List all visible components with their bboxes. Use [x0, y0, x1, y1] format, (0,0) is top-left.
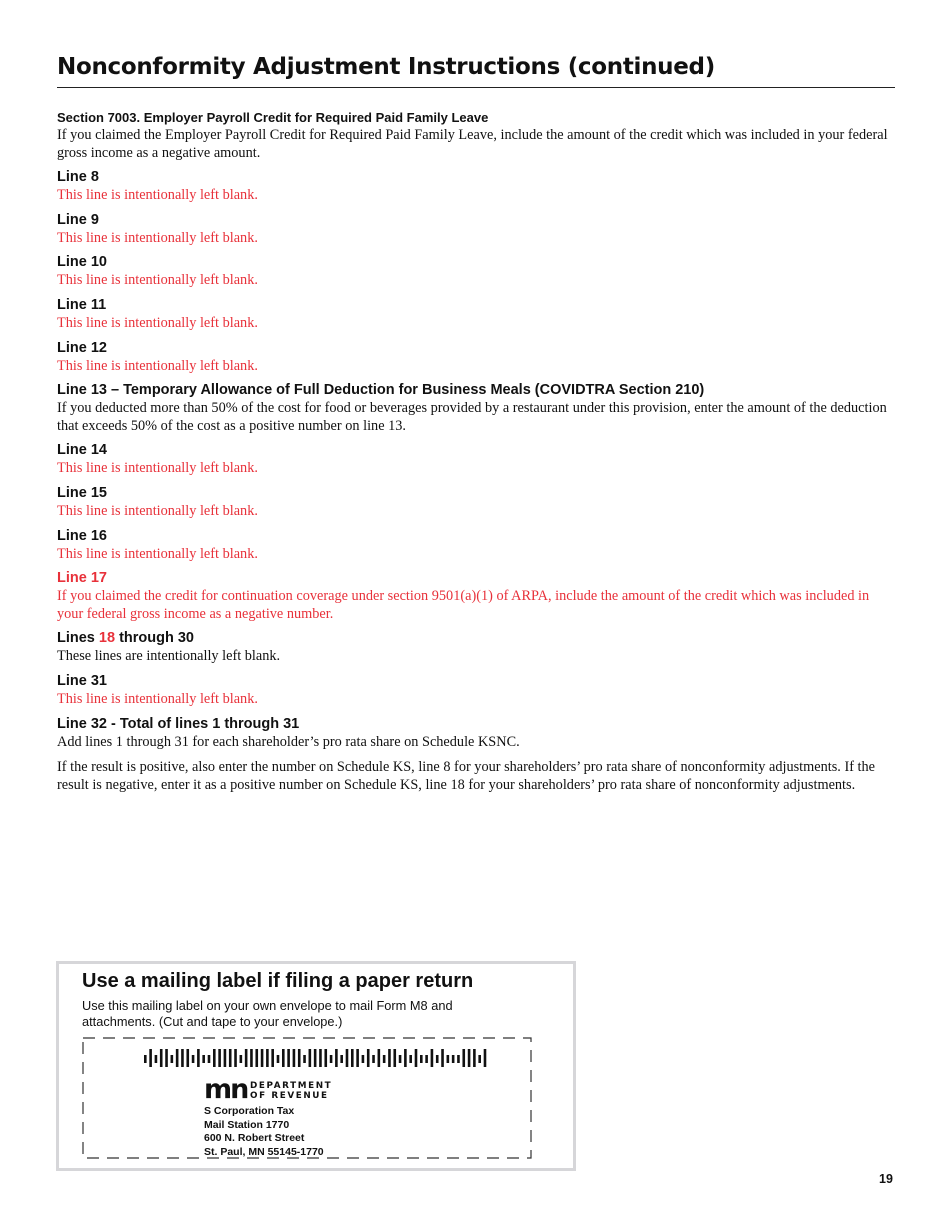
- barcode-bar: [213, 1049, 216, 1067]
- barcode-bar: [478, 1055, 481, 1063]
- barcode-bar: [399, 1055, 402, 1063]
- barcode-bar: [462, 1049, 465, 1067]
- barcode-bar: [298, 1049, 301, 1067]
- barcode-bar: [457, 1055, 460, 1063]
- mailing-address: [204, 1105, 324, 1159]
- mailing-label-box: [56, 961, 576, 1171]
- barcode-bar: [335, 1049, 338, 1067]
- page-title: Nonconformity Adjustment Instructions (continued): [57, 54, 715, 80]
- heading-suffix: through 30: [115, 630, 194, 647]
- line-10: [57, 254, 895, 290]
- barcode-bar: [197, 1049, 200, 1067]
- barcode-bar: [186, 1049, 189, 1067]
- line-heading: Line 16: [57, 527, 107, 544]
- line-14: [57, 442, 895, 478]
- barcode-bar: [144, 1055, 147, 1063]
- barcode-bar: [319, 1049, 322, 1067]
- line-text: This line is intentionally left blank.: [57, 187, 258, 204]
- address-line: S Corporation Tax: [204, 1105, 295, 1117]
- line-12: [57, 340, 895, 376]
- postal-barcode: [144, 1049, 489, 1067]
- barcode-bar: [171, 1055, 174, 1063]
- section-heading: Section 7003. Employer Payroll Credit for Required Paid Family Leave: [57, 110, 489, 125]
- line-heading: Line 9: [57, 211, 99, 228]
- barcode-bar: [261, 1049, 264, 1067]
- line-text: If you claimed the credit for continuation coverage under section 9501(a)(1) of ARPA, include the amount of the credit which was included in your federal gross income as a negative number.: [57, 588, 870, 622]
- barcode-bar: [351, 1049, 354, 1067]
- mn-logo-icon: [204, 1079, 334, 1101]
- barcode-bar: [468, 1049, 471, 1067]
- line-heading: Line 17: [57, 570, 107, 587]
- barcode-bar: [208, 1055, 211, 1063]
- barcode-bar: [420, 1055, 423, 1063]
- barcode-bar: [282, 1049, 285, 1067]
- barcode-bar: [155, 1055, 158, 1063]
- barcode-bar: [303, 1055, 306, 1063]
- barcode-bar: [362, 1055, 365, 1063]
- barcode-bar: [431, 1049, 434, 1067]
- line-text: If you deducted more than 50% of the cost for food or beverages provided by a restaurant under this provision, enter the amount of the deduction that exceeds 50% of the cost as a positive number on line 13.: [57, 400, 887, 434]
- line-heading: Line 8: [57, 169, 99, 186]
- barcode-bar: [404, 1049, 407, 1067]
- barcode-bar: [383, 1055, 386, 1063]
- barcode-bar: [149, 1049, 152, 1067]
- barcode-bar: [425, 1055, 428, 1063]
- line-text: This line is intentionally left blank.: [57, 229, 258, 246]
- cut-out-label: [82, 1037, 532, 1159]
- barcode-bar: [372, 1055, 375, 1063]
- line-text: This line is intentionally left blank.: [57, 502, 258, 519]
- line-text: This line is intentionally left blank.: [57, 314, 258, 331]
- barcode-bar: [165, 1049, 168, 1067]
- barcode-bar: [277, 1055, 280, 1063]
- barcode-bar: [181, 1049, 184, 1067]
- title-rule: [57, 87, 895, 88]
- line-8: [57, 169, 895, 205]
- barcode-bar: [234, 1049, 237, 1067]
- barcode-bar: [346, 1049, 349, 1067]
- line-9: [57, 212, 895, 248]
- barcode-bar: [367, 1049, 370, 1067]
- barcode-bar: [441, 1049, 444, 1067]
- barcode-bar: [340, 1055, 343, 1063]
- line-heading: Line 13 – Temporary Allowance of Full Deduction for Business Meals (COVIDTRA Section 210): [57, 382, 705, 399]
- line-text: This line is intentionally left blank.: [57, 272, 258, 289]
- instructions-body: [57, 107, 895, 801]
- line-text: This line is intentionally left blank.: [57, 690, 258, 707]
- barcode-bar: [255, 1049, 258, 1067]
- line-heading: Line 15: [57, 484, 107, 501]
- lines-18-30: [57, 630, 895, 666]
- barcode-bar: [240, 1055, 243, 1063]
- heading-prefix: Lines: [57, 630, 99, 647]
- line-text: Add lines 1 through 31 for each shareholder’s pro rata share on Schedule KSNC.: [57, 733, 520, 750]
- line-32: [57, 716, 895, 795]
- line-13: [57, 382, 895, 435]
- barcode-bar: [250, 1049, 253, 1067]
- barcode-bar: [436, 1055, 439, 1063]
- line-11: [57, 297, 895, 333]
- line-15: [57, 485, 895, 521]
- line-16: [57, 528, 895, 564]
- barcode-bar: [266, 1049, 269, 1067]
- barcode-bar: [324, 1049, 327, 1067]
- barcode-bar: [293, 1049, 296, 1067]
- barcode-bar: [176, 1049, 179, 1067]
- barcode-bar: [393, 1049, 396, 1067]
- line-17: [57, 570, 895, 623]
- barcode-bar: [314, 1049, 317, 1067]
- line-heading: Line 32 - Total of lines 1 through 31: [57, 715, 300, 732]
- barcode-bar: [192, 1055, 195, 1063]
- line-text: This line is intentionally left blank.: [57, 545, 258, 562]
- line-text: This line is intentionally left blank.: [57, 460, 258, 477]
- mailing-label-description: Use this mailing label on your own envelope to mail Form M8 and attachments. (Cut and tape to your envelope.): [82, 998, 453, 1029]
- logo-line-1: DEPARTMENT: [250, 1081, 333, 1091]
- logo-mark: mn: [204, 1079, 248, 1101]
- barcode-bar: [330, 1055, 333, 1063]
- barcode-bar: [484, 1049, 487, 1067]
- barcode-bar: [447, 1055, 450, 1063]
- logo-line-2: OF REVENUE: [250, 1091, 329, 1101]
- line-heading: Line 12: [57, 339, 107, 356]
- barcode-bar: [473, 1049, 476, 1067]
- barcode-bar: [356, 1049, 359, 1067]
- mn-revenue-logo: [204, 1079, 334, 1106]
- line-heading: [57, 630, 895, 647]
- address-line: Mail Station 1770: [204, 1118, 290, 1131]
- mailing-label-title: Use a mailing label if filing a paper return: [82, 970, 474, 992]
- line-heading: Line 11: [57, 296, 107, 313]
- barcode-bar: [218, 1049, 221, 1067]
- barcode-bar: [309, 1049, 312, 1067]
- barcode-bar: [415, 1049, 418, 1067]
- barcode-bar: [202, 1055, 205, 1063]
- barcode-bar: [287, 1049, 290, 1067]
- heading-number: 18: [98, 630, 116, 647]
- line-heading: Line 14: [57, 442, 107, 459]
- section-7003: [57, 109, 895, 162]
- barcode-bar: [452, 1055, 455, 1063]
- barcode-bar: [229, 1049, 232, 1067]
- barcode-bar: [160, 1049, 163, 1067]
- address-line: St. Paul, MN 55145-1770: [204, 1145, 324, 1158]
- address-line: 600 N. Robert Street: [204, 1132, 305, 1145]
- page-number: 19: [879, 1172, 893, 1186]
- line-heading: Line 10: [57, 254, 107, 271]
- line-text: This line is intentionally left blank.: [57, 357, 258, 374]
- barcode-bar: [378, 1049, 381, 1067]
- line-text: These lines are intentionally left blank.: [57, 648, 281, 665]
- barcode-bar: [245, 1049, 248, 1067]
- barcode-bar: [409, 1055, 412, 1063]
- barcode-bar: [224, 1049, 227, 1067]
- section-text: If you claimed the Employer Payroll Credit for Required Paid Family Leave, include the amount of the credit which was included in your federal gross income as a negative amount.: [57, 127, 888, 161]
- barcode-bar: [271, 1049, 274, 1067]
- barcode-bar: [388, 1049, 391, 1067]
- line-text-2: If the result is positive, also enter the number on Schedule KS, line 8 for your shareholders’ pro rata share of nonconformity adjustments. If the result is negative, enter it as a positive number on Schedule KS, line 18 for your shareholders’ pro rata share of nonconformity adjustments.: [57, 759, 876, 793]
- line-heading: Line 31: [57, 672, 107, 689]
- line-31: [57, 673, 895, 709]
